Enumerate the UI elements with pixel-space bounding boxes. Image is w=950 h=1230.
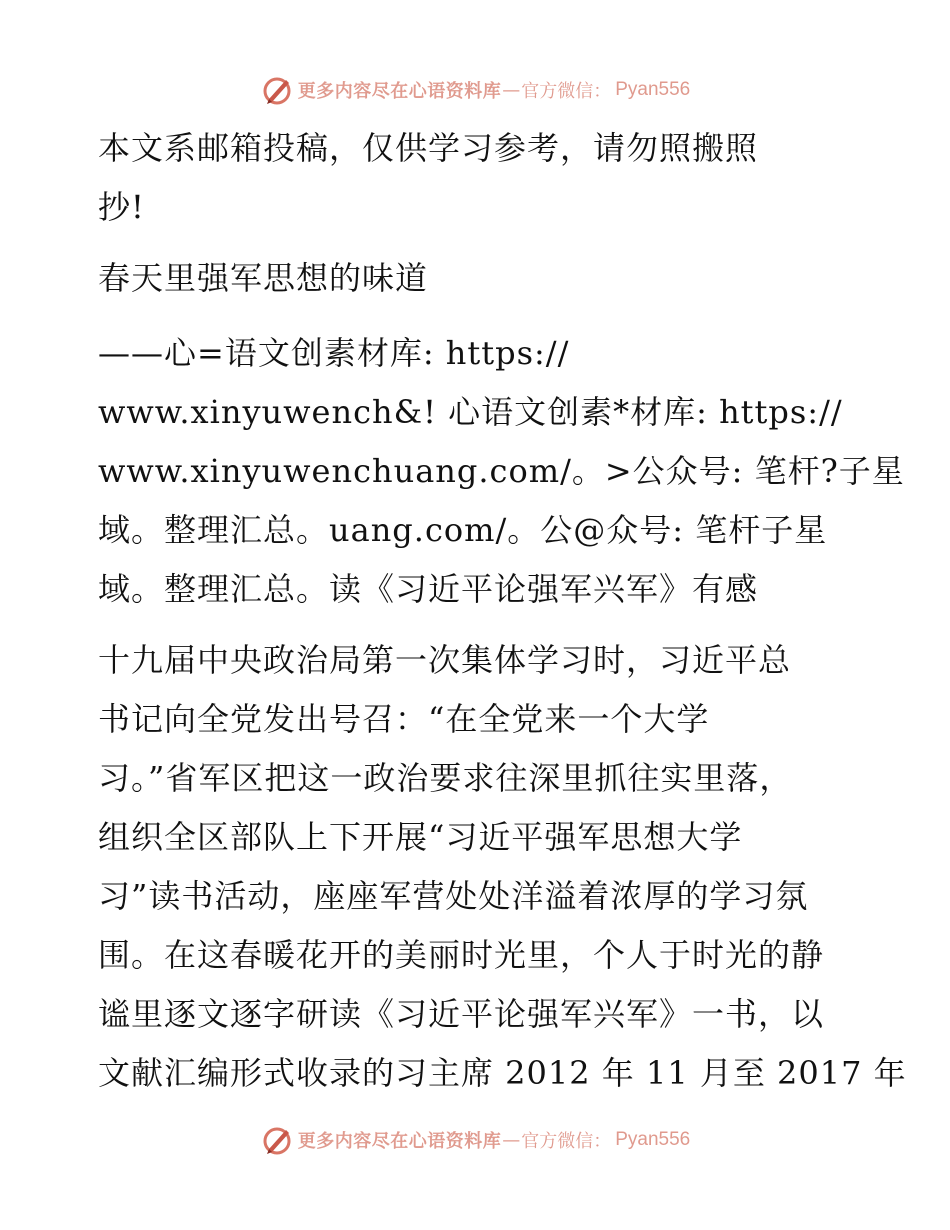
banner-wechat-label: 官方微信： — [521, 1131, 612, 1152]
banner-separator: — — [502, 1129, 521, 1151]
text-line: 文献汇编形式收录的习主席 2012 年 11 月至 2017 年 — [98, 1054, 907, 1092]
header-banner — [0, 70, 950, 110]
banner-wechat-id: Pyan556 — [615, 1129, 691, 1150]
footer-banner — [0, 1120, 950, 1160]
banner-slogan: 更多内容尽在心语资料库 — [297, 81, 502, 102]
text-line: 习。”省军区把这一政治要求往深里抓往实里落， — [98, 759, 793, 797]
text-line: 谧里逐文逐字研读《习近平论强军兴军》一书，以 — [98, 995, 825, 1033]
doc-title: 春天里强军思想的味道 — [98, 259, 429, 297]
text-line: www.xinyuwench&! 心语文创素*材库: https:// — [98, 393, 843, 431]
banner-wechat-label: 官方微信： — [521, 81, 612, 102]
text-line: 域。整理汇总。uang.com/。公@众号: 笔杆子星 — [98, 511, 828, 549]
text-line: 十九届中央政治局第一次集体学习时，习近平总 — [98, 641, 792, 679]
text-line: 围。在这春暖花开的美丽时光里，个人于时光的静 — [98, 936, 825, 974]
text-line: 本文系邮箱投稿，仅供学习参考，请勿照搬照 — [98, 129, 759, 167]
banner-slogan: 更多内容尽在心语资料库 — [297, 1131, 502, 1152]
pen-logo-icon — [260, 73, 294, 107]
text-line: 习”读书活动，座座军营处处洋溢着浓厚的学习氛 — [98, 877, 809, 915]
pen-logo-icon — [260, 1123, 294, 1157]
banner-separator: — — [502, 79, 521, 101]
text-line: 书记向全党发出号召：“在全党来一个大学 — [98, 700, 710, 738]
text-line: 抄! — [98, 188, 145, 226]
text-line: ——心=语文创素材库: https:// — [98, 334, 570, 372]
banner-wechat-id: Pyan556 — [615, 79, 691, 100]
text-line: 域。整理汇总。读《习近平论强军兴军》有感 — [98, 570, 759, 608]
text-line: www.xinyuwenchuang.com/。>公众号: 笔杆?子星 — [98, 452, 905, 490]
text-line: 组织全区部队上下开展“习近平强军思想大学 — [98, 818, 743, 856]
